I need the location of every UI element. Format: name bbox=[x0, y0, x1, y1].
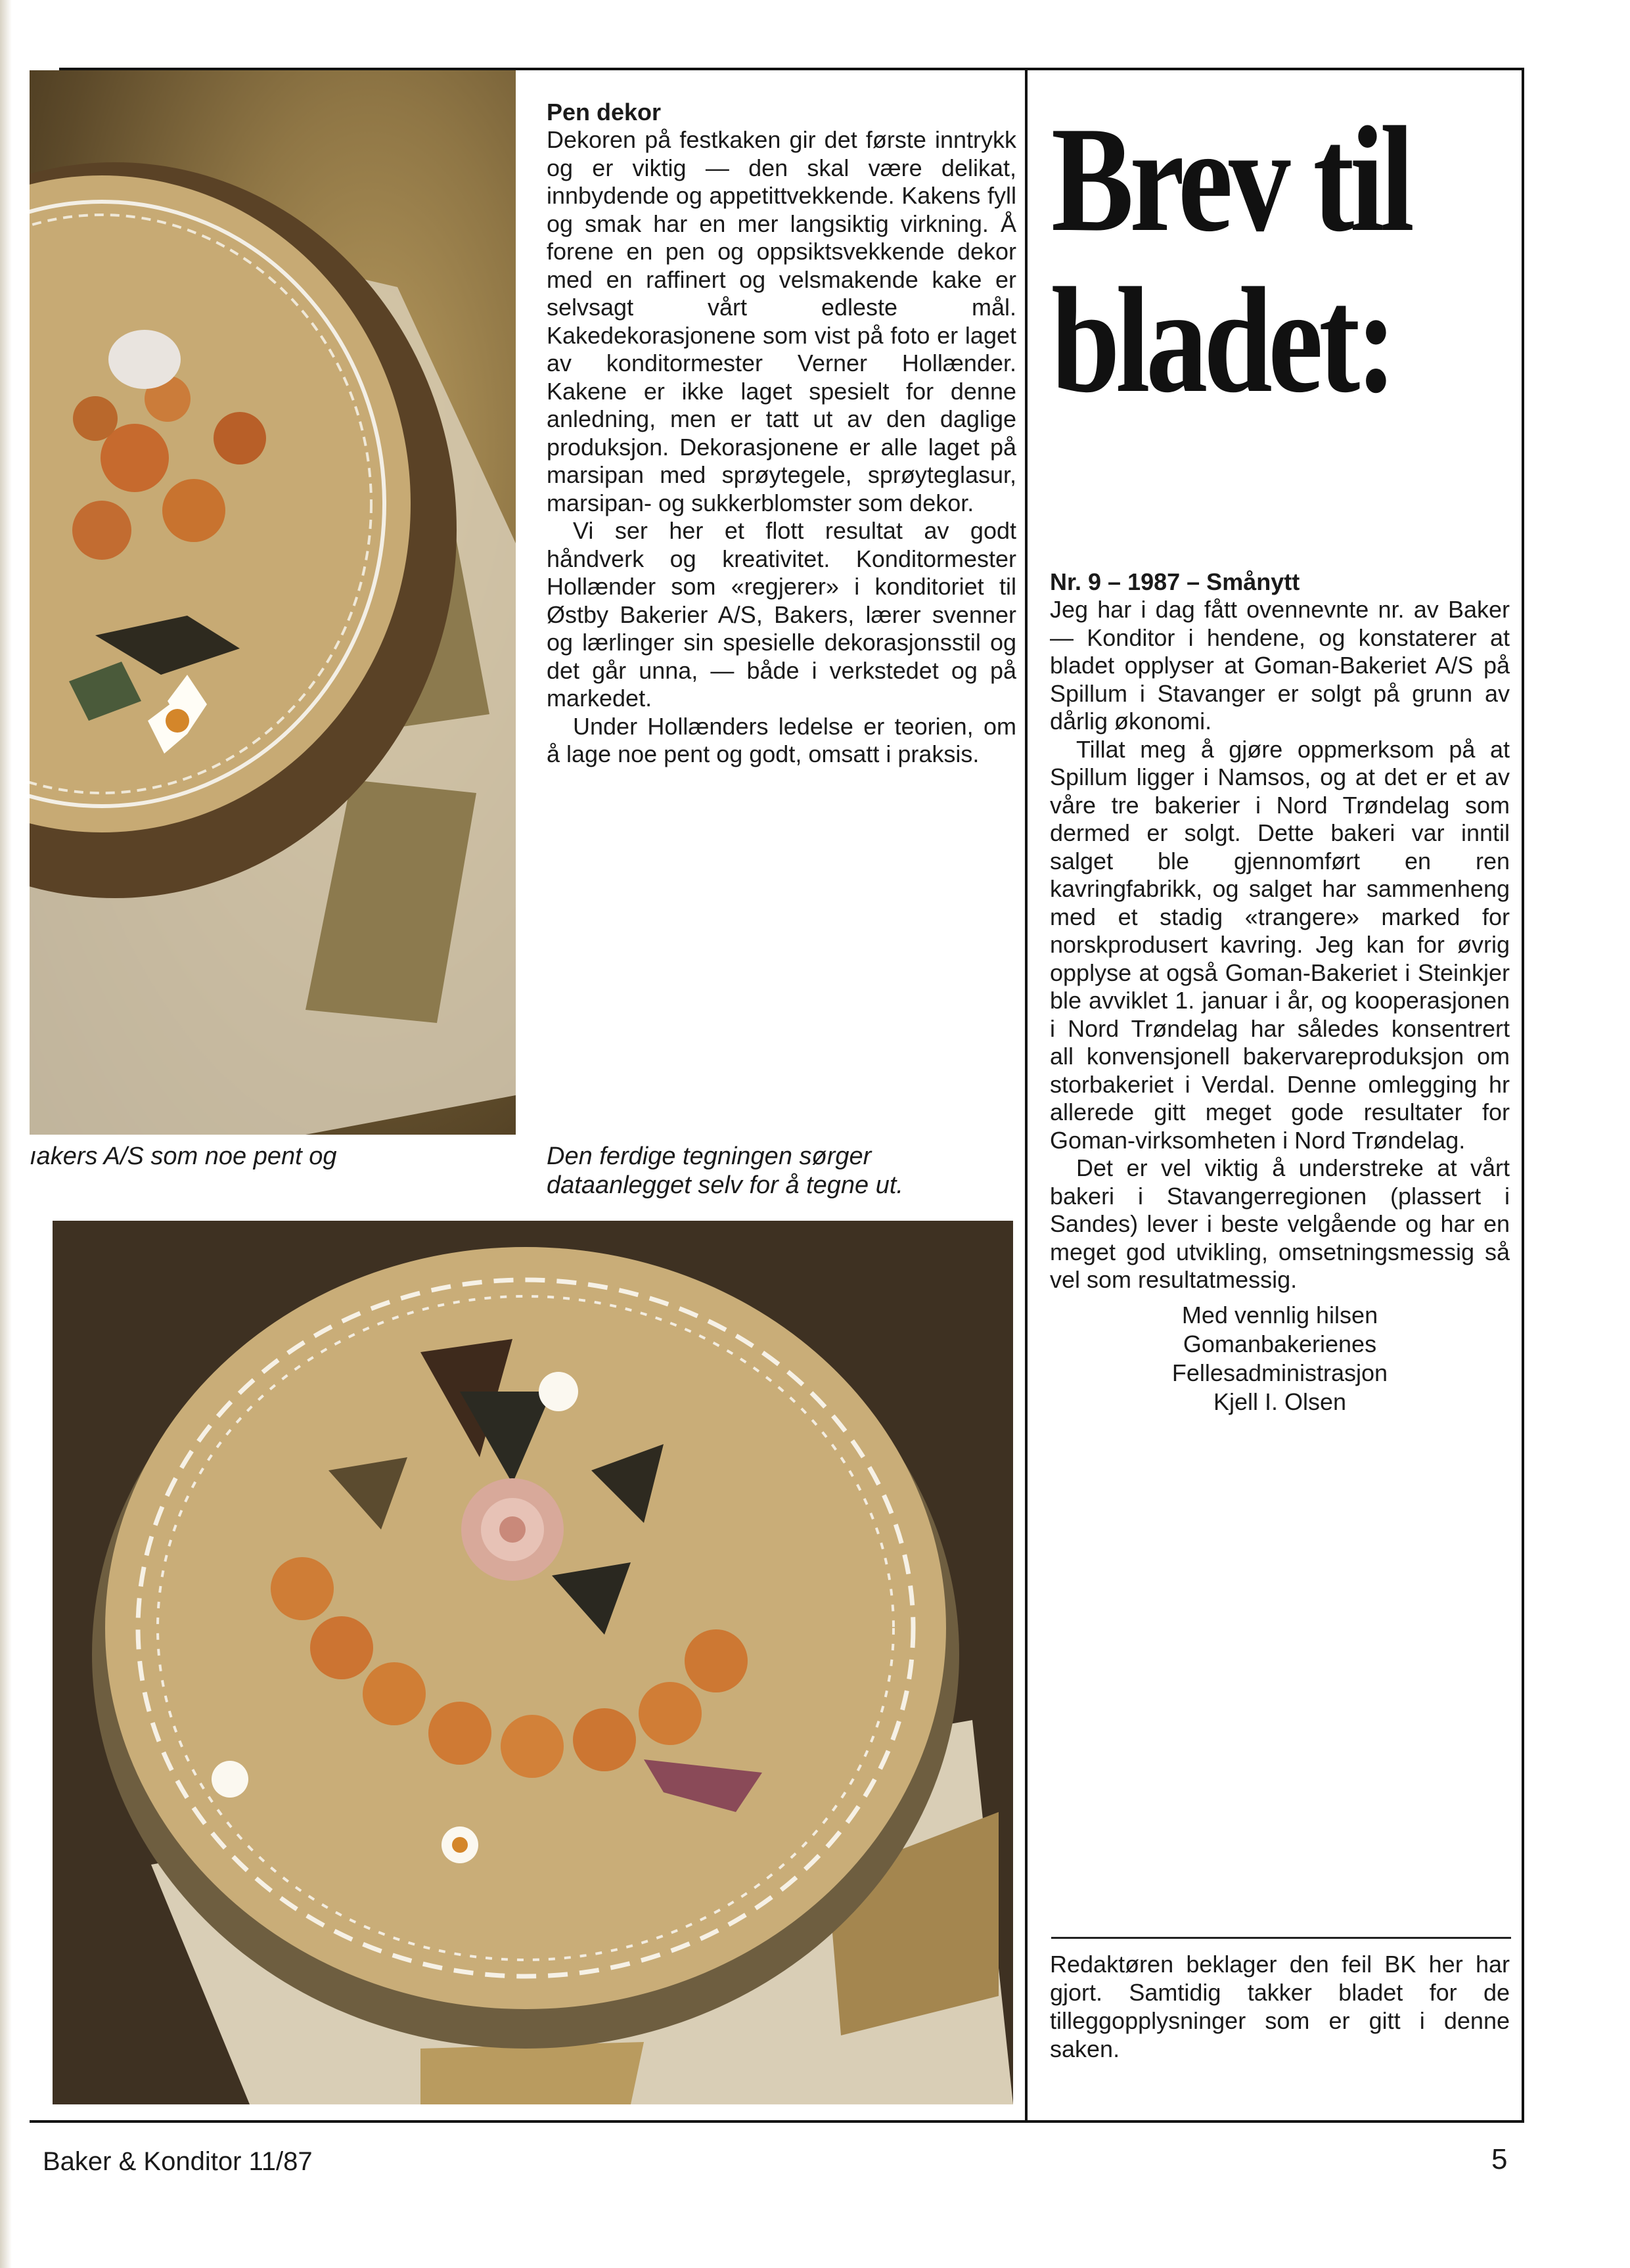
signature-line: Kjell I. Olsen bbox=[1213, 1388, 1347, 1415]
frame-rule-right bbox=[1522, 68, 1524, 2121]
cake-photo-bottom bbox=[53, 1221, 1013, 2104]
article-paragraph: Vi ser her et flott resultat av godt håndverk og kreativitet. Konditormester Hollænder som «regjerer» i konditoriet til Østby Bakerier A/S, Bakers, lærer svenner og lærlinger sin spesielle dekorasjonsstil og det går unna, — både i verkstedet og på markedet. bbox=[547, 517, 1016, 712]
frame-rule-bottom bbox=[30, 2120, 1524, 2123]
article-paragraph: Under Hollænders ledelse er teorien, om å lage noe pent og godt, omsatt i praksis. bbox=[547, 712, 1016, 767]
article-heading: Pen dekor bbox=[547, 99, 662, 125]
section-title bbox=[1051, 95, 1428, 424]
photo-caption-middle: Den ferdige tegningen sørger dataanlegget selv for å tegne ut. bbox=[547, 1143, 903, 1199]
photo-caption-left: ıakers A/S som noe pent og bbox=[30, 1143, 337, 1170]
signature-line: Gomanbakerienes bbox=[1183, 1330, 1377, 1357]
article-pen-dekor bbox=[547, 99, 1016, 769]
cake-photo-top bbox=[30, 70, 516, 1135]
section-title-line: Brev til bbox=[1051, 95, 1411, 263]
editor-note-rule bbox=[1051, 1937, 1511, 1939]
letter-paragraph: Tillat meg å gjøre oppmerksom på at Spillum ligger i Namsos, og at det er et av våre tre bakerier i Nord Trøndelag som dermed er solgt. Dette bakeri var inntil salget ble gjennomført en ren kavringfabrikk, og salget har sammenheng med et stadig «trangere» marked for norskprodusert kavring. Jeg kan for øvrig opplyse at også Goman-Bakeriet i Steinkjer ble avviklet 1. januar i år, og kooperasjonen i Nord Trøndelag har således konsentrert all konvensjonell bakervareproduksjon om storbakeriet i Verdal. Denne omlegging hr allerede gitt meget gode resultater for Goman-virksomheten i Nord Trøndelag. bbox=[1050, 735, 1510, 1154]
letter-column bbox=[1050, 568, 1510, 1417]
letter-paragraph: Det er vel viktig å understreke at vårt bakeri i Stavangerregionen (plassert i Sandes) lever i beste velgående og har en meget god utvikling, omsetningsmessig så vel som resultatmessig. bbox=[1050, 1154, 1510, 1293]
letter-subheading: Nr. 9 – 1987 – Smånytt bbox=[1050, 568, 1300, 595]
letter-signature bbox=[1050, 1301, 1510, 1417]
publication-footer: Baker & Konditor 11/87 bbox=[43, 2147, 313, 2176]
section-title-line: bladet: bbox=[1051, 256, 1393, 424]
column-divider-rule bbox=[1025, 68, 1028, 2121]
article-paragraph: Dekoren på festkaken gir det første inntrykk og er viktig — den skal være delikat, innbydende og appetittvekkende. Kakens fyll og smak har en mer langsiktig virkning. Å forene en pen og oppsiktsvekkende dekor med en raffinert og velsmakende kake er selvsagt vårt edleste mål. Kakedekorasjonene som vist på foto er laget av konditormester Verner Hollænder. Kakene er ikke laget spesielt for denne anledning, men er tatt ut av den daglige produksjon. Dekorasjonene er alle laget på marsipan med sprøytegele, sprøyteglasur, marsipan- og sukkerblomster som dekor. bbox=[547, 126, 1016, 516]
page-edge-shadow bbox=[0, 0, 12, 2268]
editor-note: Redaktøren beklager den feil BK her har gjort. Samtidig takker bladet for de tilleggopplysninger som er gitt i denne saken. bbox=[1050, 1951, 1510, 2062]
signature-line: Med vennlig hilsen bbox=[1181, 1301, 1378, 1328]
letter-paragraph: Jeg har i dag fått ovennevnte nr. av Baker — Konditor i hendene, og konstaterer at bladet opplyser at Goman-Bakeriet A/S på Spillum i Stavanger er solgt på grunn av dårlig økonomi. bbox=[1050, 596, 1510, 735]
signature-line: Fellesadministrasjon bbox=[1171, 1359, 1388, 1386]
page-number: 5 bbox=[1491, 2143, 1508, 2175]
